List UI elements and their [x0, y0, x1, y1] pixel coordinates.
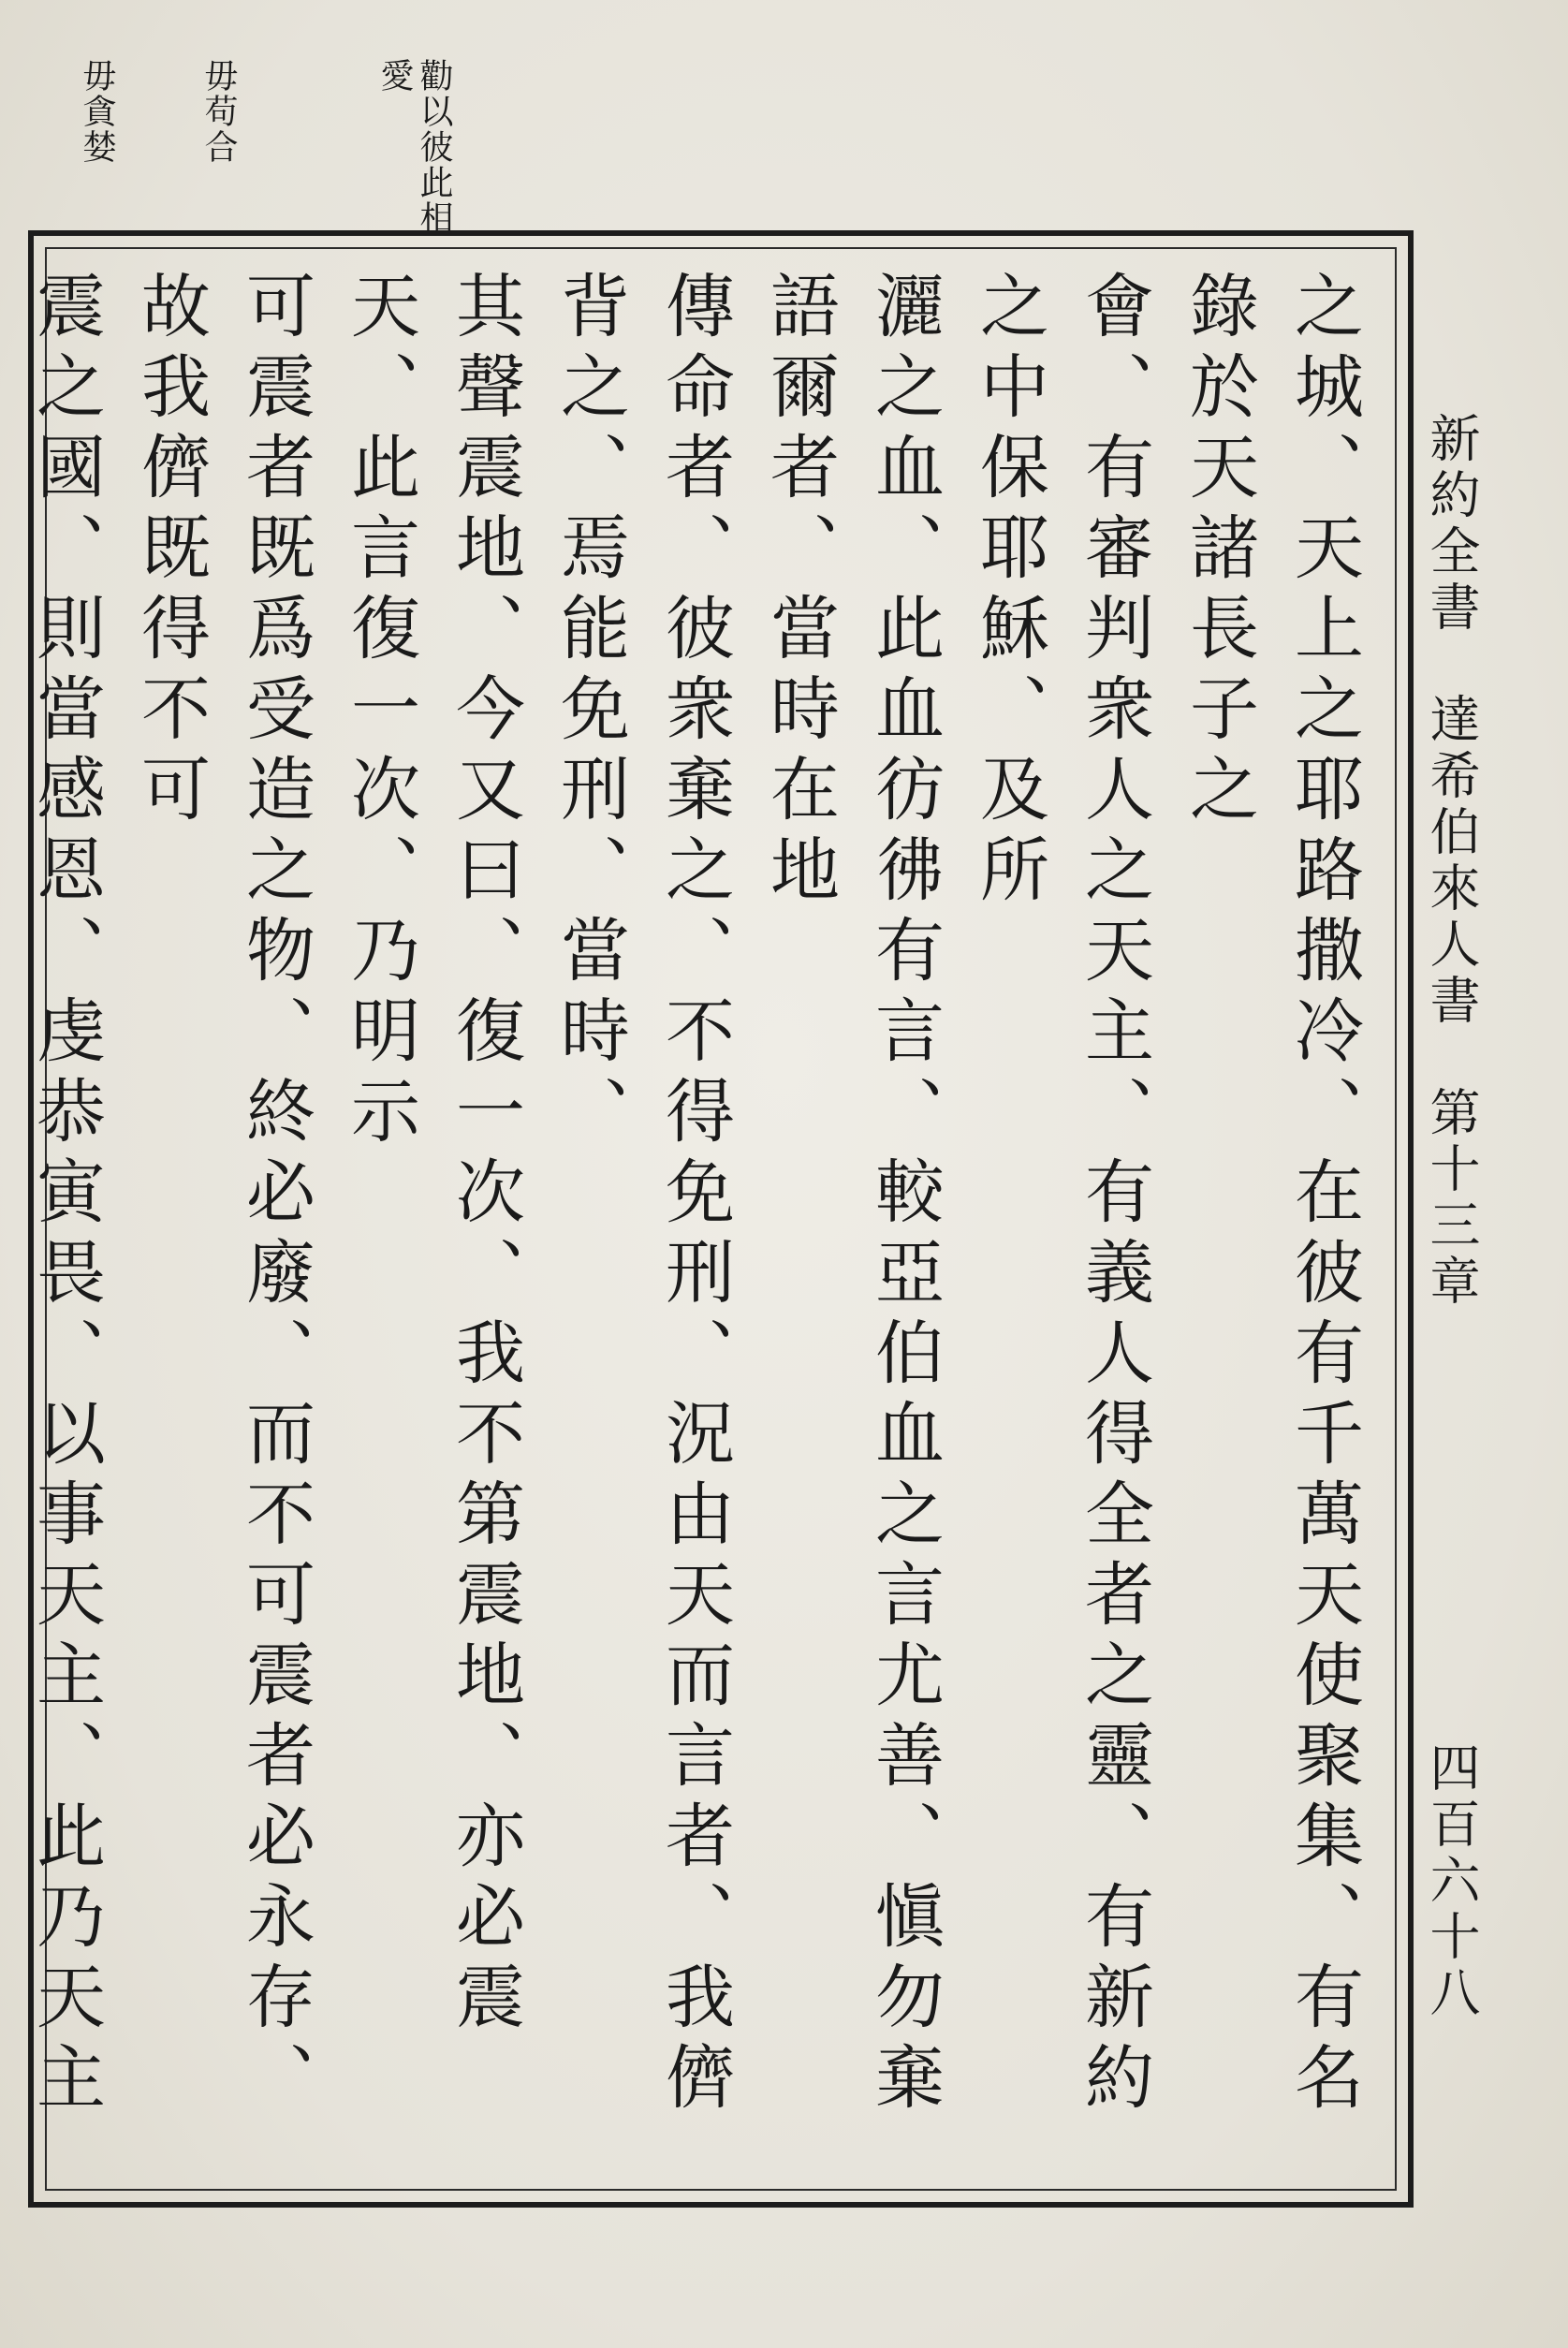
- margin-note-adultery: 毋苟合: [199, 58, 238, 165]
- margin-note-love: 勸以彼此相愛: [375, 58, 453, 236]
- body-text: [25, 270, 1376, 2179]
- running-header: 新約全書 達希伯來人書 第十三章: [1422, 412, 1481, 1311]
- page-number: 四百六十八: [1422, 1741, 1481, 2022]
- text-column: 會、有審判衆人之天主、有義人得全者之靈、有新約之中保耶穌、及所: [969, 270, 1154, 2121]
- text-column: 震之國、則當感恩、虔恭寅畏、以事天主、此乃天主: [25, 270, 106, 2121]
- text-column: 灑之血、此血彷彿有言、較亞伯血之言尤善、愼勿棄語爾者、當時在地: [759, 270, 945, 2121]
- text-column: 其聲震地、今又曰、復一次、我不第震地、亦必震天、此言復一次、乃明示: [340, 270, 525, 2041]
- margin-note-covetousness: 毋貪婪: [78, 58, 116, 165]
- text-column: 傳命者、彼衆棄之、不得免刑、況由天而言者、我儕背之、焉能免刑、當時、: [550, 270, 735, 2121]
- text-column: 之城、天上之耶路撒冷、在彼有千萬天使聚集、有名錄於天諸長子之: [1179, 270, 1364, 2121]
- text-column: 可震者既爲受造之物、終必廢、而不可震者必永存、故我儕既得不可: [130, 270, 315, 2121]
